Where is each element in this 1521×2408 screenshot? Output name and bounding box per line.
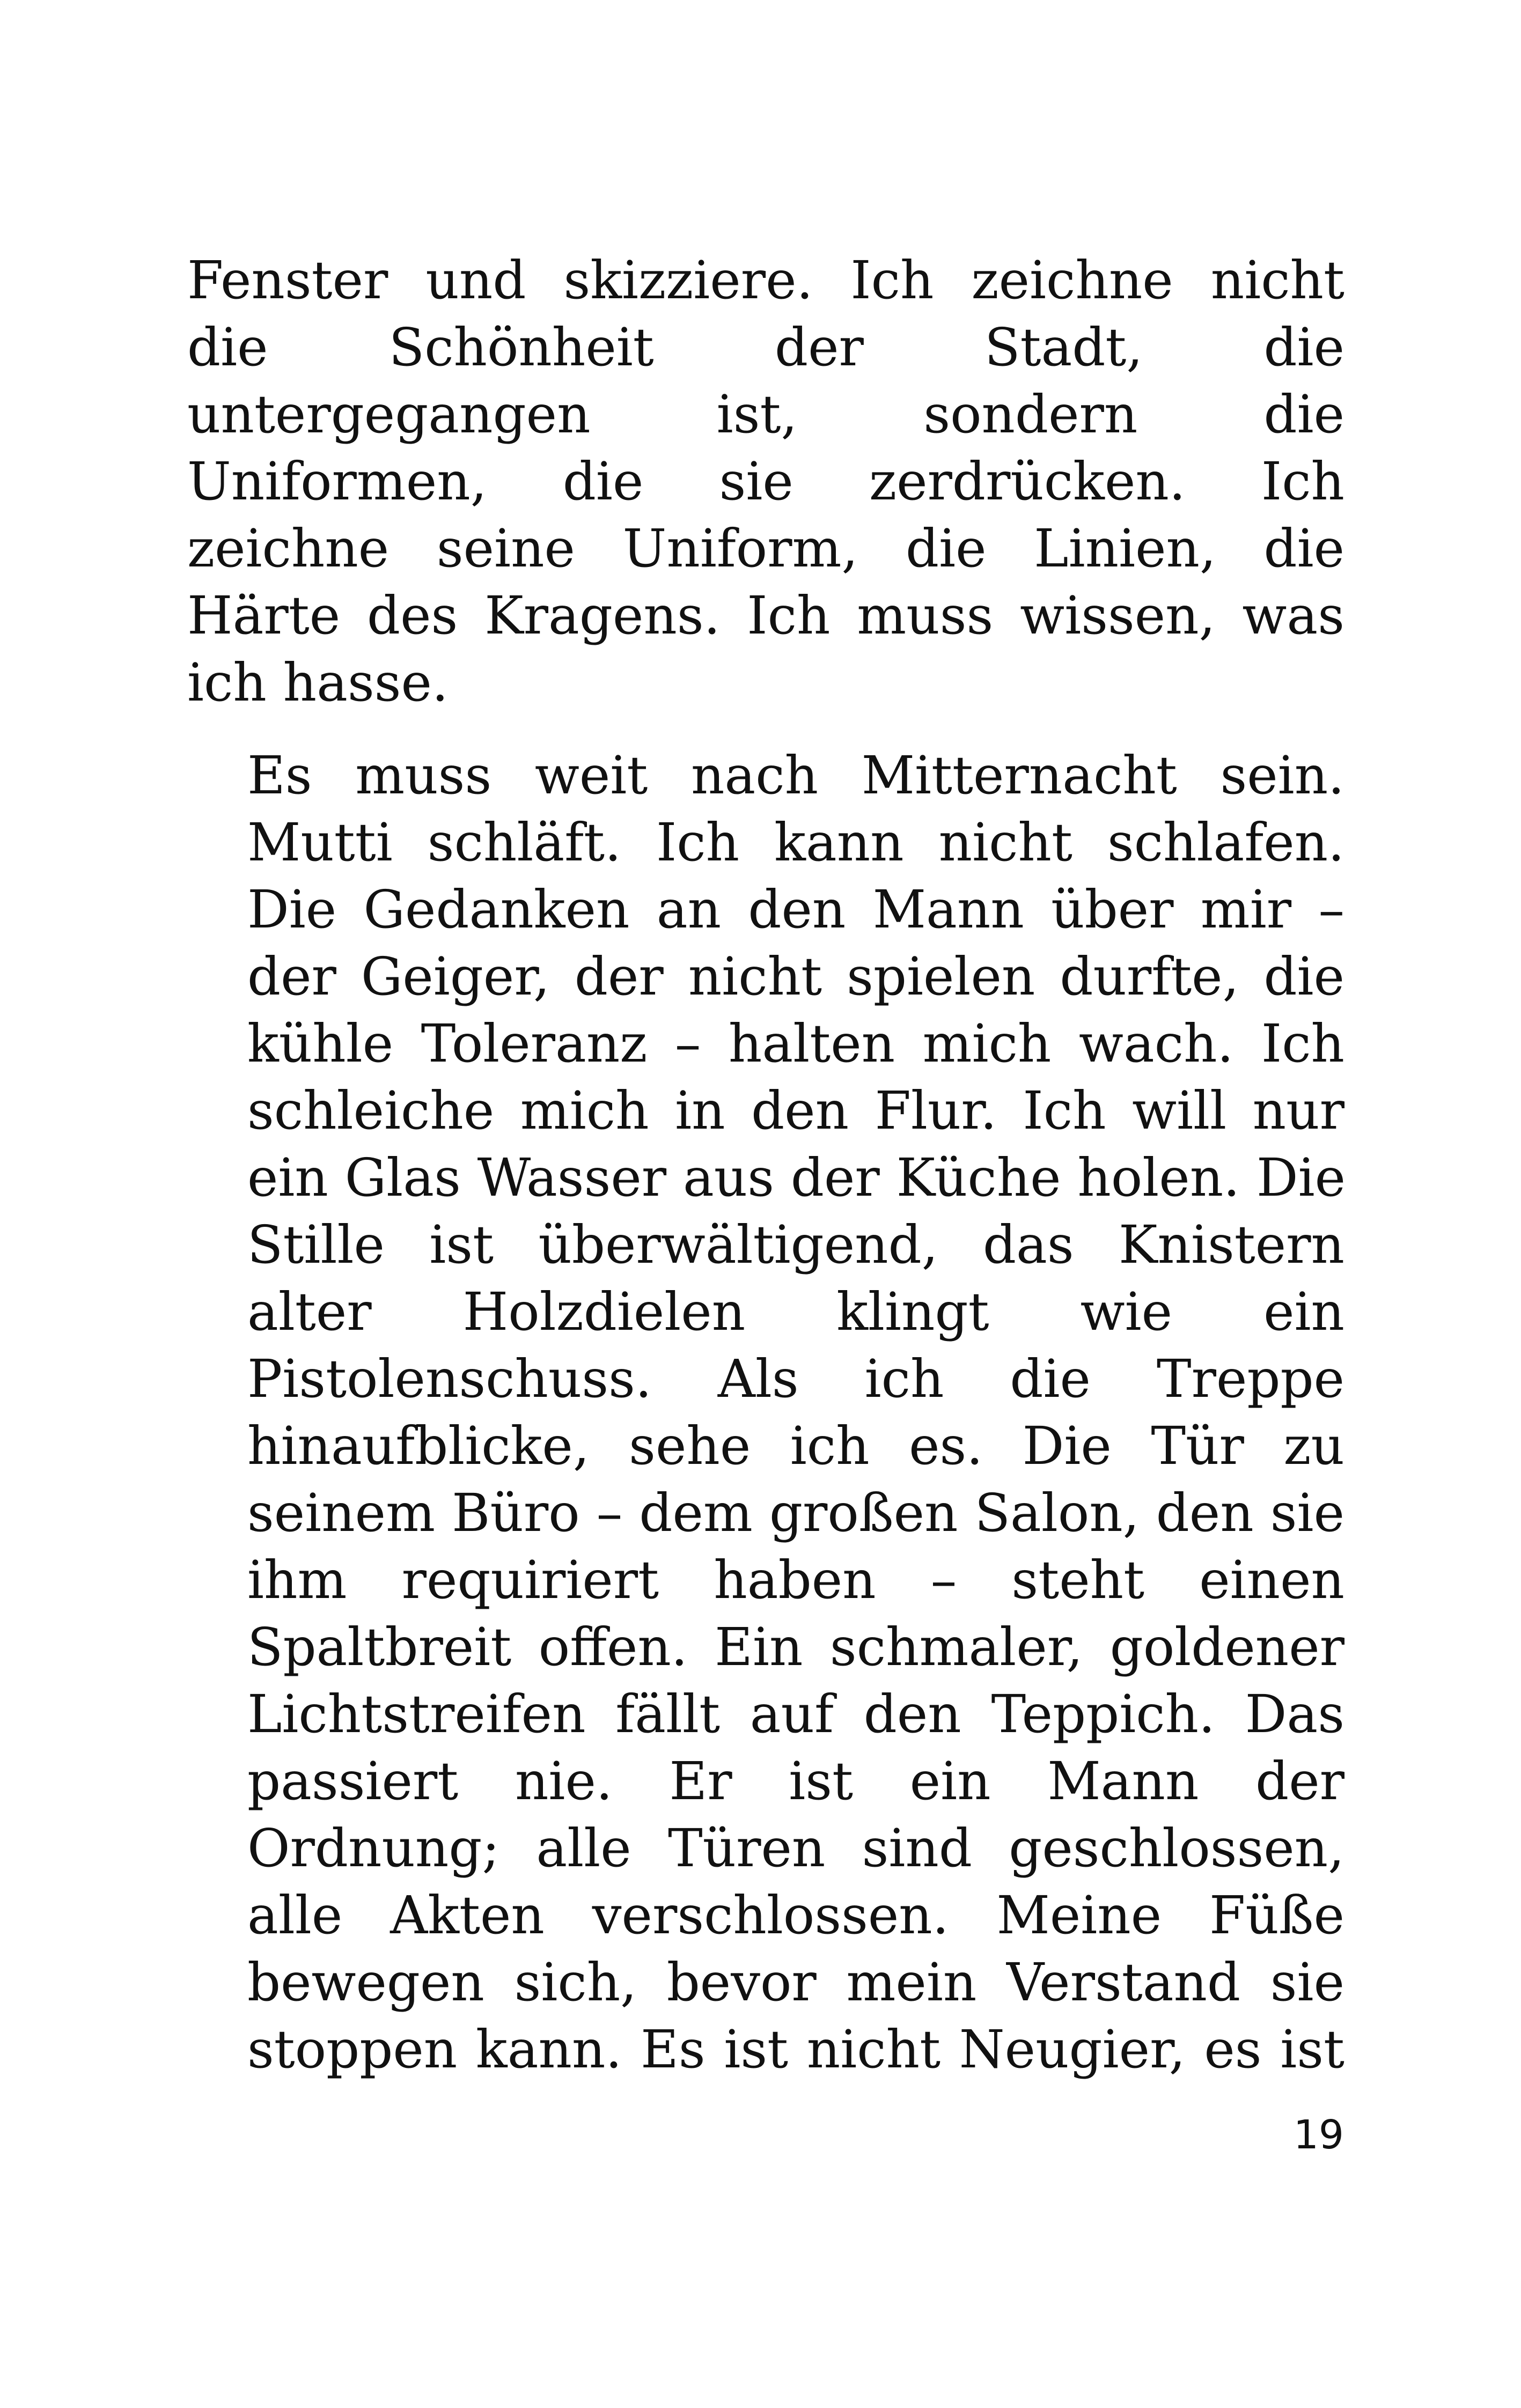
text-line: Härte des Kragens. Ich muss wissen, was [187, 585, 1344, 646]
text-line: die Schönheit der Stadt, die [187, 317, 1344, 378]
text-line: alter Holzdielen klingt wie ein [247, 1282, 1344, 1342]
text-line: kühle Toleranz – halten mich wach. Ich [247, 1013, 1344, 1074]
text-line: Uniformen, die sie zerdrücken. Ich [187, 451, 1344, 512]
text-line: hinaufblicke, sehe ich es. Die Tür zu [247, 1416, 1344, 1476]
page-number: 19 [1293, 2112, 1344, 2158]
text-line: ihm requiriert haben – steht einen [247, 1550, 1344, 1610]
text-line: schleiche mich in den Flur. Ich will nur [247, 1080, 1344, 1141]
text-line: stoppen kann. Es ist nicht Neugier, es ist [247, 2019, 1344, 2080]
text-line: untergegangen ist, sondern die [187, 384, 1344, 445]
text-line: Fenster und skizziere. Ich zeichne nicht [187, 250, 1344, 311]
text-line: ein Glas Wasser aus der Küche holen. Die [247, 1147, 1346, 1208]
paragraph-1 [187, 247, 1344, 716]
text-line: Spaltbreit offen. Ein schmaler, goldener [247, 1617, 1344, 1677]
text-line: zeichne seine Uniform, die Linien, die [187, 518, 1344, 579]
text-line: Ordnung; alle Türen sind geschlossen, [247, 1818, 1344, 1879]
text-line: passiert nie. Er ist ein Mann der [247, 1751, 1344, 1811]
text-line: ich hasse. [187, 652, 449, 713]
text-line: Lichtstreifen fällt auf den Teppich. Das [247, 1684, 1344, 1744]
body-text [187, 247, 1344, 2083]
text-line: Mutti schläft. Ich kann nicht schlafen. [247, 812, 1344, 873]
text-line: Die Gedanken an den Mann über mir – [247, 879, 1344, 940]
text-line: Es muss weit nach Mitternacht sein. [247, 745, 1344, 806]
text-line: bewegen sich, bevor mein Verstand sie [247, 1952, 1344, 2013]
paragraph-2 [187, 742, 1344, 2083]
text-line: Pistolenschuss. Als ich die Treppe [247, 1349, 1344, 1409]
text-line: der Geiger, der nicht spielen durfte, die [247, 946, 1344, 1007]
text-line: alle Akten verschlossen. Meine Füße [247, 1885, 1344, 1946]
text-line: Stille ist überwältigend, das Knistern [247, 1214, 1344, 1275]
text-line: seinem Büro – dem großen Salon, den sie [247, 1483, 1344, 1543]
